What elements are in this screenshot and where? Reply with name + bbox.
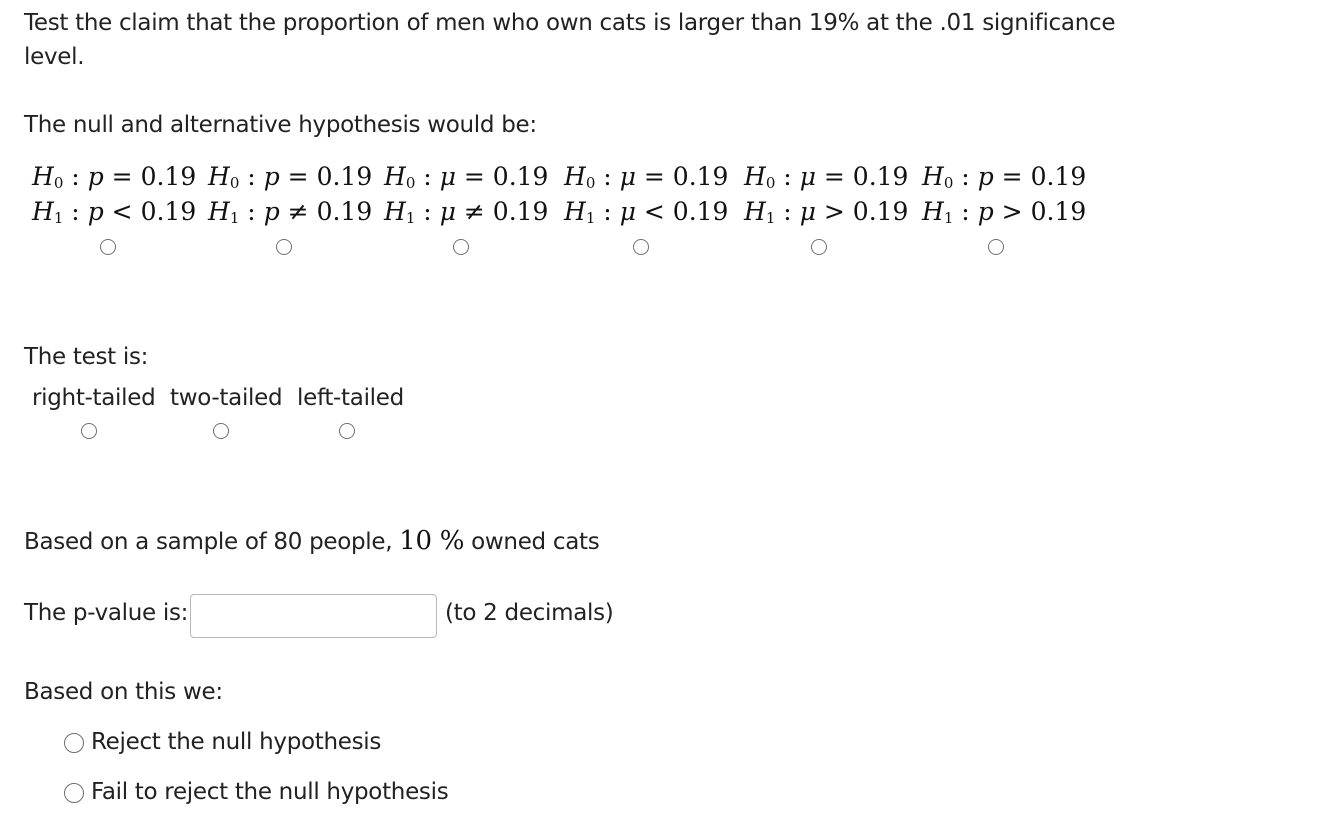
hypothesis-option-3-alt: $H_1$ : μ ≠ 0.19 — [384, 197, 549, 227]
hypothesis-option-2-alt: $H_1$ : p ≠ 0.19 — [208, 197, 373, 227]
hypothesis-option-6-null: $H_0$ : p = 0.19 — [922, 162, 1087, 192]
test-option-left-tailed-radio[interactable] — [339, 423, 355, 439]
test-option-two-tailed-radio[interactable] — [213, 423, 229, 439]
decision-fail-to-reject-label[interactable]: Fail to reject the null hypothesis — [91, 779, 449, 805]
hypothesis-option-5-alt: $H_1$ : μ > 0.19 — [744, 197, 909, 227]
hypothesis-option-5-null: $H_0$ : μ = 0.19 — [744, 162, 909, 192]
sample-sentence — [24, 524, 599, 559]
hypothesis-prompt: The null and alternative hypothesis would be: — [24, 112, 537, 138]
question-text-line-2: level. — [24, 44, 85, 70]
pvalue-input[interactable] — [190, 594, 437, 638]
question-text-line-1: Test the claim that the proportion of men who own cats is larger than 19% at the .01 significance — [24, 10, 1116, 36]
hypothesis-option-4-alt: $H_1$ : μ < 0.19 — [564, 197, 729, 227]
hypothesis-option-6-alt: $H_1$ : p > 0.19 — [922, 197, 1087, 227]
test-option-left-tailed-label: left-tailed — [297, 385, 404, 411]
test-prompt: The test is: — [24, 344, 149, 370]
hypothesis-option-6-radio[interactable] — [988, 239, 1004, 255]
pvalue-hint: (to 2 decimals) — [445, 600, 614, 626]
test-option-right-tailed-radio[interactable] — [81, 423, 97, 439]
sample-percent: 10 % — [399, 526, 465, 556]
decision-prompt: Based on this we: — [24, 679, 223, 705]
sample-text-before: Based on a sample of 80 people, — [24, 529, 393, 555]
hypothesis-option-1-null: $H_0$ : p = 0.19 — [32, 162, 197, 192]
hypothesis-option-5-radio[interactable] — [811, 239, 827, 255]
test-option-two-tailed-label: two-tailed — [170, 385, 283, 411]
hypothesis-option-1-radio[interactable] — [100, 239, 116, 255]
pvalue-label: The p-value is: — [24, 600, 189, 626]
hypothesis-option-1-alt: $H_1$ : p < 0.19 — [32, 197, 197, 227]
test-option-right-tailed-label: right-tailed — [32, 385, 156, 411]
hypothesis-option-2-radio[interactable] — [276, 239, 292, 255]
hypothesis-option-4-radio[interactable] — [633, 239, 649, 255]
hypothesis-option-3-null: $H_0$ : μ = 0.19 — [384, 162, 549, 192]
hypothesis-option-4-null: $H_0$ : μ = 0.19 — [564, 162, 729, 192]
hypothesis-option-2-null: $H_0$ : p = 0.19 — [208, 162, 373, 192]
decision-reject-label[interactable]: Reject the null hypothesis — [91, 729, 382, 755]
decision-reject-radio[interactable] — [64, 733, 84, 753]
decision-fail-to-reject-radio[interactable] — [64, 783, 84, 803]
sample-text-after: owned cats — [471, 529, 600, 555]
hypothesis-option-3-radio[interactable] — [453, 239, 469, 255]
